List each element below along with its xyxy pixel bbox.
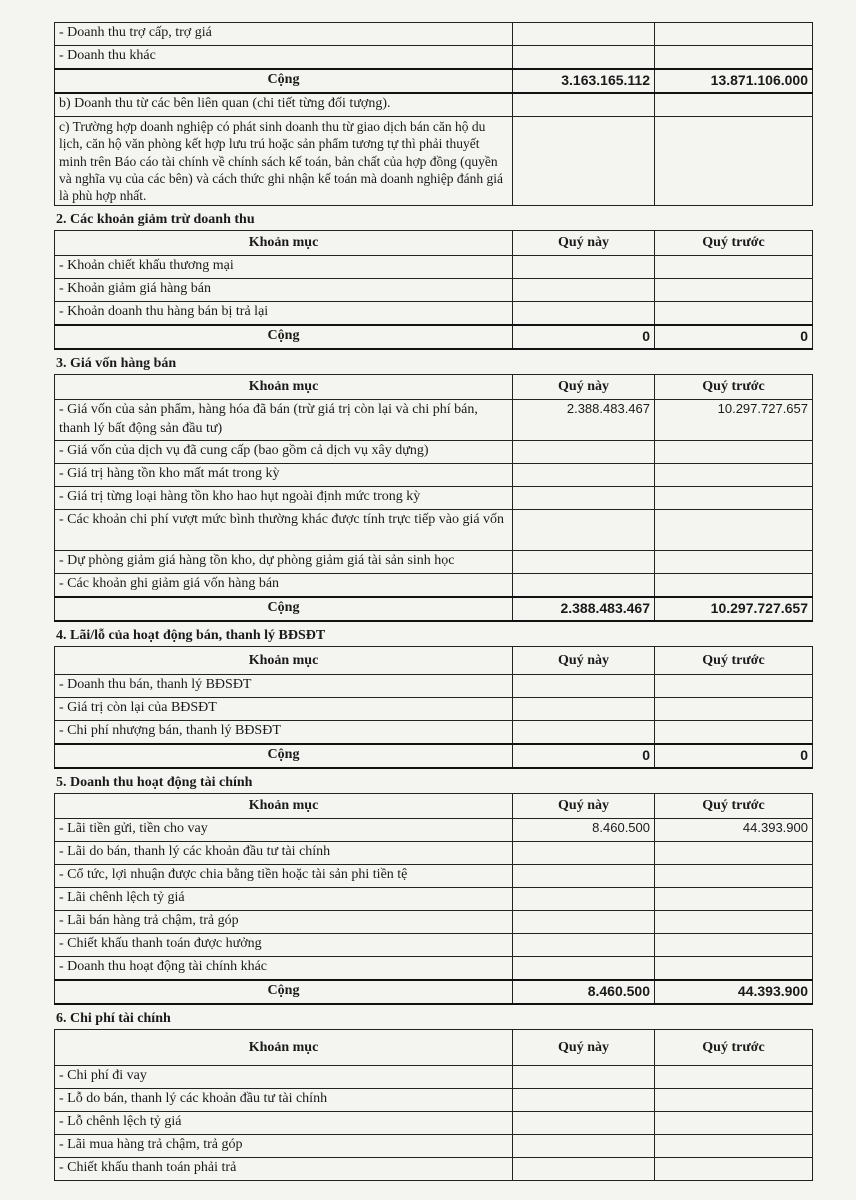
table-row	[55, 551, 813, 574]
row-previous	[655, 279, 813, 302]
header-previous: Quý trước	[655, 647, 813, 675]
table-row	[55, 934, 813, 957]
header-item: Khoản mục	[55, 231, 513, 256]
total-previous: 0	[655, 325, 813, 349]
row-previous	[655, 574, 813, 598]
table-header	[55, 647, 813, 675]
row-previous	[655, 23, 813, 46]
total-row	[55, 69, 813, 93]
section-title: 2. Các khoản giảm trừ doanh thu	[56, 212, 255, 228]
row-previous	[655, 1066, 813, 1089]
row-current	[513, 1135, 655, 1158]
total-row	[55, 744, 813, 768]
row-label: - Doanh thu hoạt động tài chính khác	[55, 957, 513, 981]
total-label: Cộng	[55, 980, 513, 1004]
row-previous	[655, 698, 813, 721]
row-current	[513, 675, 655, 698]
row-previous	[655, 842, 813, 865]
row-previous	[655, 957, 813, 981]
table-row	[55, 888, 813, 911]
row-current	[513, 302, 655, 326]
row-previous	[655, 302, 813, 326]
row-current	[513, 256, 655, 279]
row-label: - Chi phí nhượng bán, thanh lý BĐSĐT	[55, 721, 513, 745]
row-previous	[655, 1112, 813, 1135]
total-current: 8.460.500	[513, 980, 655, 1004]
row-current	[513, 1089, 655, 1112]
row-label: - Lãi do bán, thanh lý các khoản đầu tư tài chính	[55, 842, 513, 865]
header-item: Khoản mục	[55, 375, 513, 400]
row-label: - Lãi bán hàng trả chậm, trả góp	[55, 911, 513, 934]
table-row	[55, 1158, 813, 1181]
row-previous	[655, 256, 813, 279]
row-current: 8.460.500	[513, 819, 655, 842]
total-current: 3.163.165.112	[513, 69, 655, 93]
row-current	[513, 934, 655, 957]
table-row	[55, 1089, 813, 1112]
row-previous	[655, 721, 813, 745]
row-current: 2.388.483.467	[513, 400, 655, 441]
table-row	[55, 911, 813, 934]
table-row	[55, 117, 813, 206]
row-current	[513, 46, 655, 70]
row-previous	[655, 441, 813, 464]
section-title: 4. Lãi/lỗ của hoạt động bán, thanh lý BĐSĐT	[56, 628, 326, 644]
row-label: - Doanh thu khác	[55, 46, 513, 70]
row-label: - Giá vốn của sản phẩm, hàng hóa đã bán (trừ giá trị còn lại và chi phí bán, thanh lý bất động sản đầu tư)	[55, 400, 513, 441]
total-current: 0	[513, 325, 655, 349]
header-previous: Quý trước	[655, 375, 813, 400]
row-current	[513, 911, 655, 934]
table-row	[55, 487, 813, 510]
header-current: Quý này	[513, 1030, 655, 1066]
table-header	[55, 1030, 813, 1066]
table-row	[55, 400, 813, 441]
table-row	[55, 957, 813, 981]
row-current	[513, 510, 655, 551]
revenue-deductions-table	[54, 230, 813, 350]
table-row	[55, 464, 813, 487]
table-row	[55, 865, 813, 888]
table-row	[55, 302, 813, 326]
note-b: b) Doanh thu từ các bên liên quan (chi tiết từng đối tượng).	[55, 93, 513, 117]
total-label: Cộng	[55, 325, 513, 349]
table-row	[55, 279, 813, 302]
table-row	[55, 256, 813, 279]
row-label: - Lãi chênh lệch tỷ giá	[55, 888, 513, 911]
table-row	[55, 46, 813, 70]
table-header	[55, 375, 813, 400]
header-item: Khoản mục	[55, 647, 513, 675]
table-header	[55, 231, 813, 256]
row-current	[513, 441, 655, 464]
row-previous	[655, 464, 813, 487]
section-title: 3. Giá vốn hàng bán	[56, 356, 177, 372]
row-current	[513, 1158, 655, 1181]
row-previous	[655, 888, 813, 911]
row-current	[513, 551, 655, 574]
header-item: Khoản mục	[55, 794, 513, 819]
row-current	[513, 1112, 655, 1135]
total-row	[55, 325, 813, 349]
header-previous: Quý trước	[655, 231, 813, 256]
row-previous	[655, 510, 813, 551]
row-label: - Giá trị còn lại của BĐSĐT	[55, 698, 513, 721]
row-current	[513, 865, 655, 888]
row-current	[513, 487, 655, 510]
total-current: 0	[513, 744, 655, 768]
row-label: - Doanh thu bán, thanh lý BĐSĐT	[55, 675, 513, 698]
section-title: 5. Doanh thu hoạt động tài chính	[56, 775, 253, 791]
table-row	[55, 441, 813, 464]
row-label: - Các khoản ghi giảm giá vốn hàng bán	[55, 574, 513, 598]
row-label: - Lãi tiền gửi, tiền cho vay	[55, 819, 513, 842]
table-row	[55, 698, 813, 721]
row-previous	[655, 934, 813, 957]
financial-income-table	[54, 793, 813, 1005]
row-label: - Khoản doanh thu hàng bán bị trả lại	[55, 302, 513, 326]
row-current	[513, 698, 655, 721]
table-row	[55, 1066, 813, 1089]
row-label: - Chiết khấu thanh toán được hưởng	[55, 934, 513, 957]
header-current: Quý này	[513, 231, 655, 256]
row-previous	[655, 1158, 813, 1181]
row-previous	[655, 551, 813, 574]
row-current	[513, 721, 655, 745]
row-label: - Doanh thu trợ cấp, trợ giá	[55, 23, 513, 46]
total-label: Cộng	[55, 69, 513, 93]
row-label: - Chiết khấu thanh toán phải trả	[55, 1158, 513, 1181]
row-label: - Lỗ do bán, thanh lý các khoản đầu tư tài chính	[55, 1089, 513, 1112]
row-label: - Dự phòng giảm giá hàng tồn kho, dự phòng giảm giá tài sản sinh học	[55, 551, 513, 574]
financial-expenses-table	[54, 1029, 813, 1181]
row-current	[513, 23, 655, 46]
row-label: - Giá vốn của dịch vụ đã cung cấp (bao gồm cả dịch vụ xây dựng)	[55, 441, 513, 464]
row-current	[513, 279, 655, 302]
total-row	[55, 980, 813, 1004]
total-previous: 44.393.900	[655, 980, 813, 1004]
row-label: - Lãi mua hàng trả chậm, trả góp	[55, 1135, 513, 1158]
row-label: - Cổ tức, lợi nhuận được chia bằng tiền hoặc tài sản phi tiền tệ	[55, 865, 513, 888]
table-row	[55, 23, 813, 46]
row-previous	[655, 911, 813, 934]
total-previous: 0	[655, 744, 813, 768]
total-row	[55, 597, 813, 621]
row-current	[513, 574, 655, 598]
header-previous: Quý trước	[655, 794, 813, 819]
row-label: - Lỗ chênh lệch tỷ giá	[55, 1112, 513, 1135]
table-row	[55, 1112, 813, 1135]
row-previous	[655, 865, 813, 888]
row-current	[513, 842, 655, 865]
row-label: - Khoản giảm giá hàng bán	[55, 279, 513, 302]
investment-property-table	[54, 646, 813, 769]
table-row	[55, 510, 813, 551]
table-row	[55, 1135, 813, 1158]
row-current	[513, 957, 655, 981]
financial-notes-page	[54, 22, 812, 1181]
cost-of-goods-table	[54, 374, 813, 622]
row-previous: 44.393.900	[655, 819, 813, 842]
row-current	[513, 1066, 655, 1089]
total-label: Cộng	[55, 744, 513, 768]
total-previous: 10.297.727.657	[655, 597, 813, 621]
total-previous: 13.871.106.000	[655, 69, 813, 93]
note-c: c) Trường hợp doanh nghiệp có phát sinh doanh thu từ giao dịch bán căn hộ du lịch, căn hộ văn phòng kết hợp lưu trú hoặc sản phẩm tương tự thì phải thuyết minh trên Báo cáo tài chính về chính sách kế toán, bản chất của hợp đồng (quyền và nghĩa vụ của các bên) và cách thức ghi nhận kế toán mà doanh nghiệp đánh giá là phù hợp nhất.	[55, 117, 513, 206]
header-current: Quý này	[513, 375, 655, 400]
table-row	[55, 842, 813, 865]
row-current	[513, 464, 655, 487]
section-title: 6. Chi phí tài chính	[56, 1011, 171, 1027]
row-previous: 10.297.727.657	[655, 400, 813, 441]
header-current: Quý này	[513, 647, 655, 675]
table-row	[55, 574, 813, 598]
row-label: - Chi phí đi vay	[55, 1066, 513, 1089]
row-current	[513, 888, 655, 911]
header-previous: Quý trước	[655, 1030, 813, 1066]
row-previous	[655, 1089, 813, 1112]
total-label: Cộng	[55, 597, 513, 621]
table-row	[55, 675, 813, 698]
table-header	[55, 794, 813, 819]
row-label: - Các khoản chi phí vượt mức bình thường khác được tính trực tiếp vào giá vốn	[55, 510, 513, 551]
row-label: - Giá trị từng loại hàng tồn kho hao hụt ngoài định mức trong kỳ	[55, 487, 513, 510]
row-label: - Giá trị hàng tồn kho mất mát trong kỳ	[55, 464, 513, 487]
total-current: 2.388.483.467	[513, 597, 655, 621]
row-previous	[655, 46, 813, 70]
row-label: - Khoản chiết khấu thương mại	[55, 256, 513, 279]
row-previous	[655, 487, 813, 510]
row-previous	[655, 675, 813, 698]
row-previous	[655, 1135, 813, 1158]
header-current: Quý này	[513, 794, 655, 819]
header-item: Khoản mục	[55, 1030, 513, 1066]
revenue-table	[54, 22, 813, 206]
table-row	[55, 93, 813, 117]
table-row	[55, 721, 813, 745]
table-row	[55, 819, 813, 842]
